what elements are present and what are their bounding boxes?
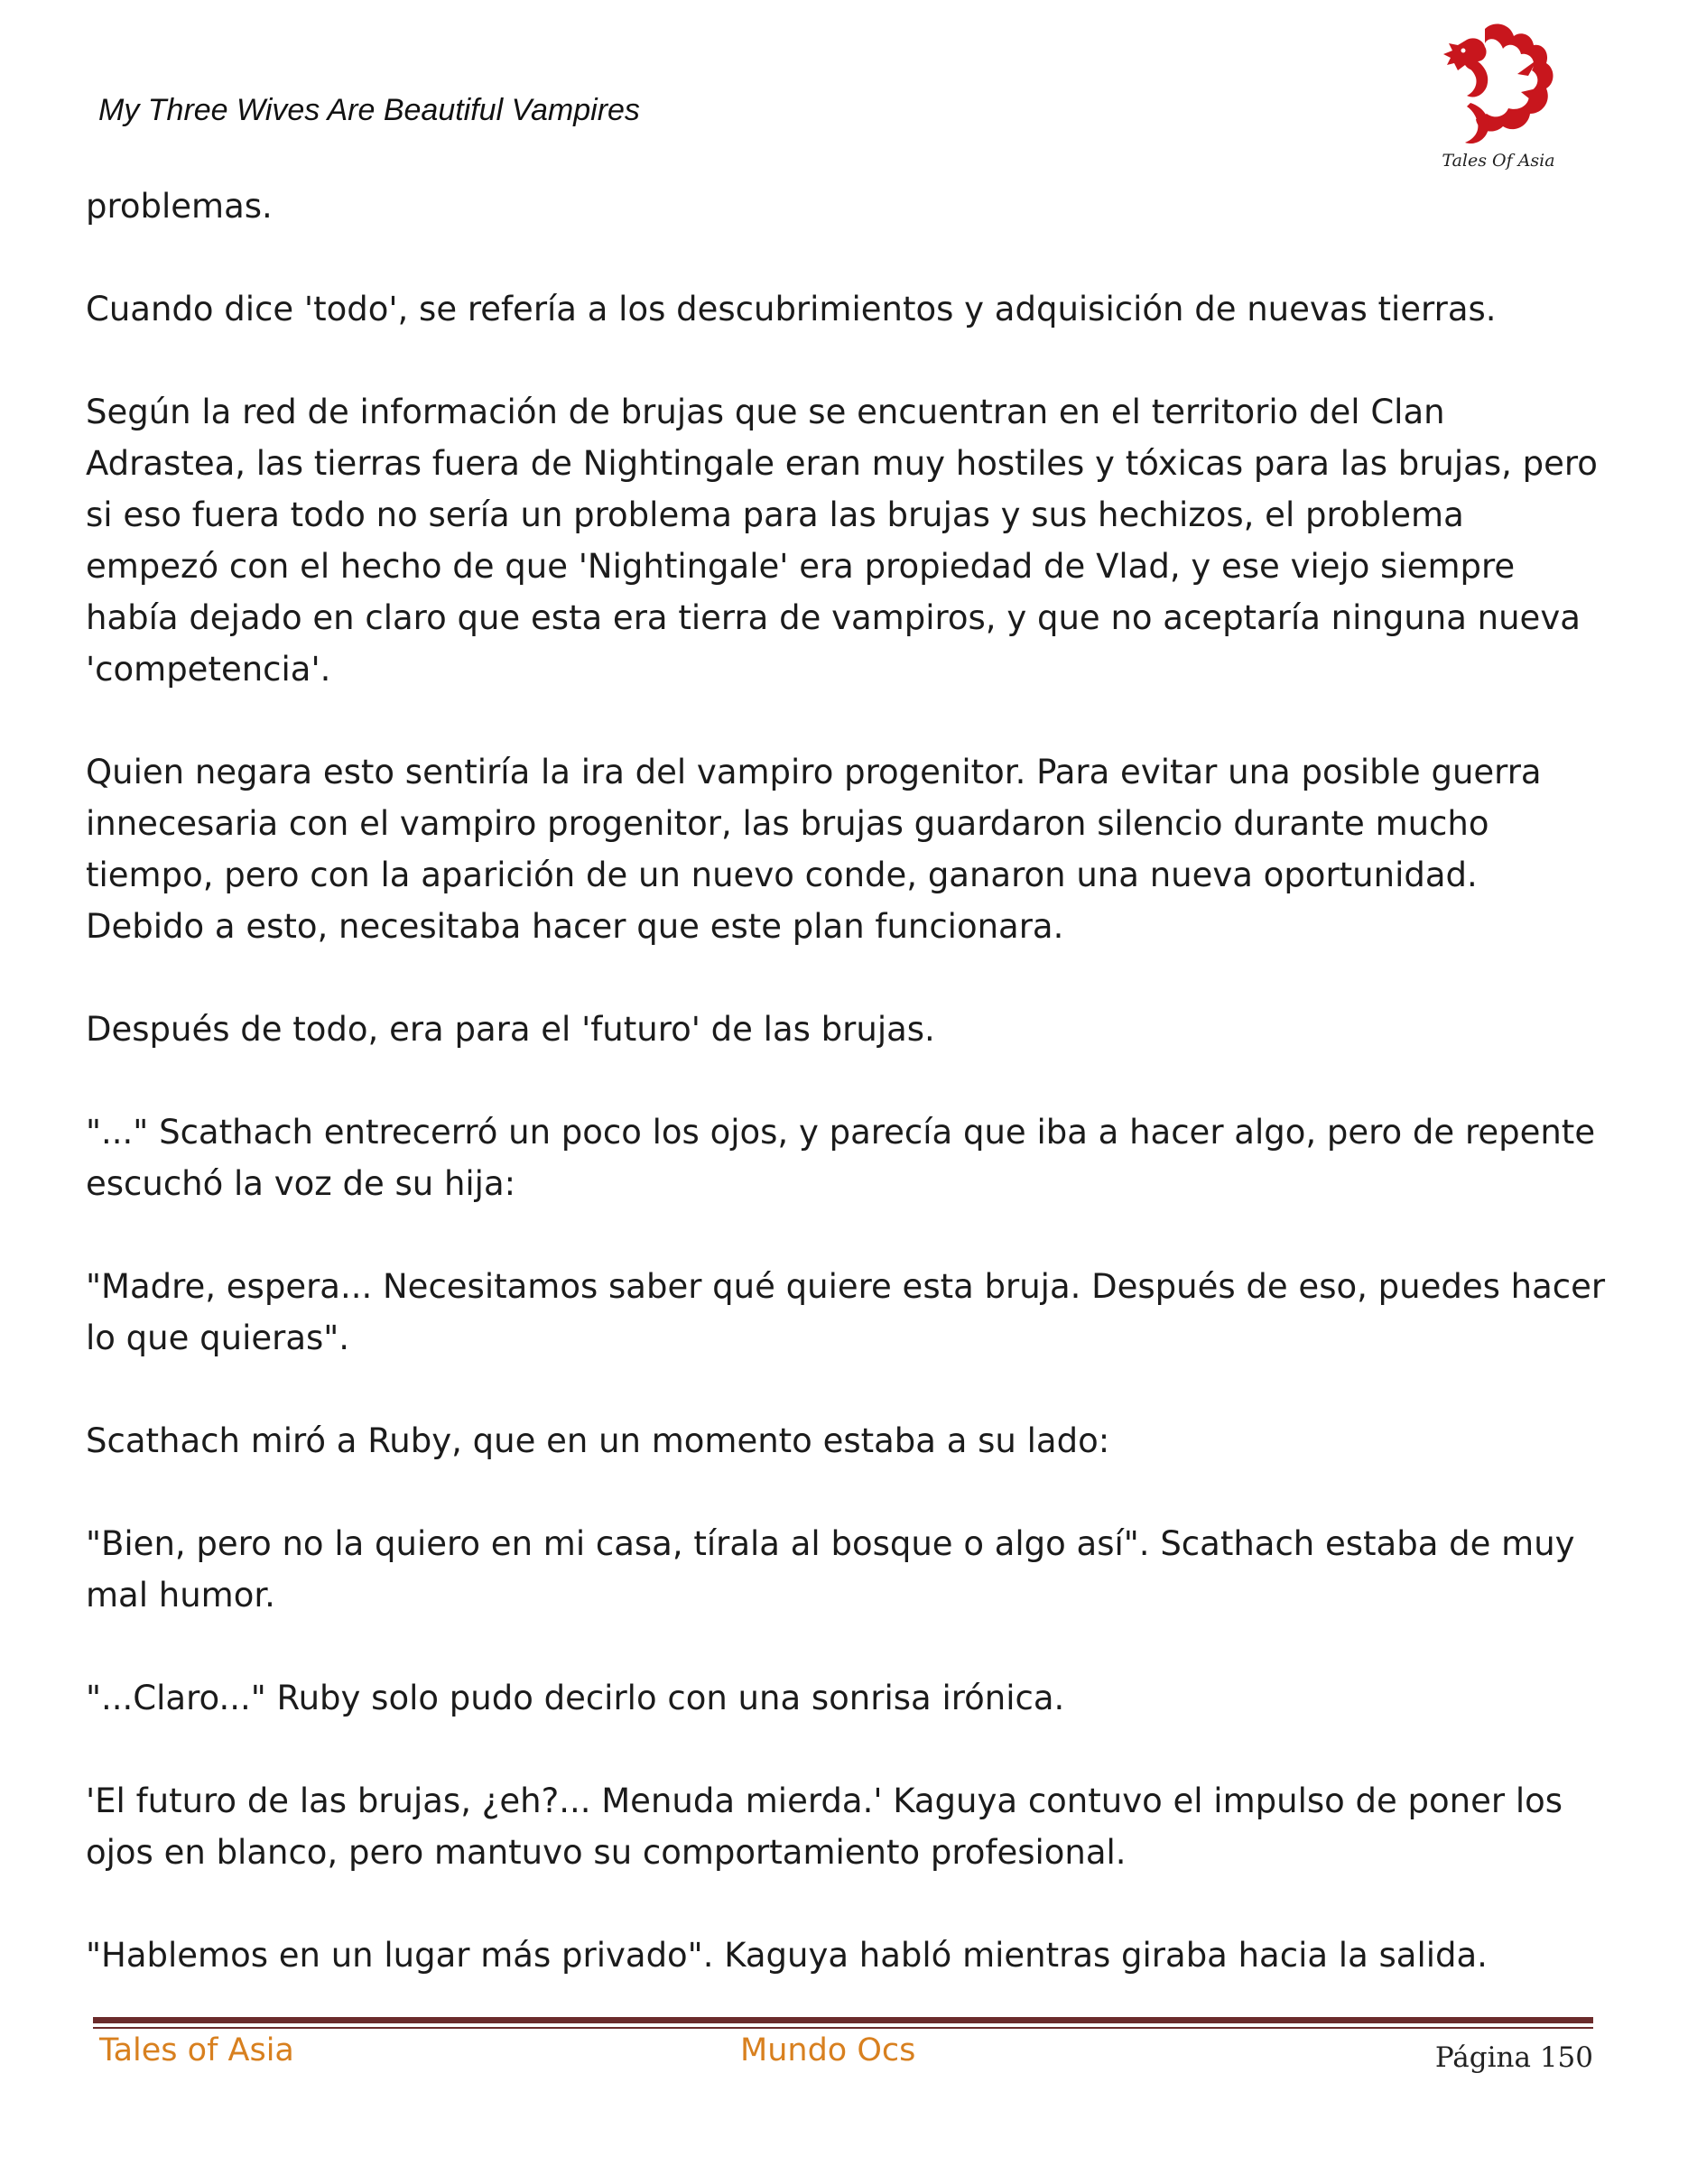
paragraph bbox=[86, 1106, 1620, 1209]
text-line: ojos en blanco, pero mantuvo su comportamiento profesional. bbox=[86, 1833, 1127, 1872]
footer-divider-thin bbox=[93, 2027, 1593, 2029]
text-line: había dejado en claro que esta era tierra de vampiros, y que no aceptaría ninguna nueva bbox=[86, 598, 1581, 637]
text-line: "Madre, espera... Necesitamos saber qué quiere esta bruja. Después de eso, puedes hacer bbox=[86, 1267, 1606, 1306]
text-line: mal humor. bbox=[86, 1576, 275, 1615]
paragraph bbox=[86, 283, 1620, 335]
text-line: Scathach miró a Ruby, que en un momento estaba a su lado: bbox=[86, 1421, 1110, 1460]
paragraph bbox=[86, 1930, 1620, 1981]
red-dragon-icon bbox=[1431, 20, 1566, 151]
text-line: "..." Scathach entrecerró un poco los ojos, y parecía que iba a hacer algo, pero de repente bbox=[86, 1113, 1596, 1152]
paragraph bbox=[86, 180, 1620, 232]
logo-text: Tales Of Asia bbox=[1442, 151, 1555, 171]
text-line: Después de todo, era para el 'futuro' de las brujas. bbox=[86, 1010, 935, 1049]
text-line: Cuando dice 'todo', se refería a los descubrimientos y adquisición de nuevas tierras. bbox=[86, 290, 1497, 329]
text-line: Quien negara esto sentiría la ira del vampiro progenitor. Para evitar una posible guerra bbox=[86, 753, 1542, 791]
text-line: escuchó la voz de su hija: bbox=[86, 1164, 516, 1203]
text-line: Debido a esto, necesitaba hacer que este plan funcionara. bbox=[86, 907, 1064, 946]
text-line: tiempo, pero con la aparición de un nuevo conde, ganaron una nueva oportunidad. bbox=[86, 856, 1478, 894]
text-line: 'El futuro de las brujas, ¿eh?... Menuda mierda.' Kaguya contuvo el impulso de poner los bbox=[86, 1781, 1563, 1820]
text-line: Según la red de información de brujas que se encuentran en el territorio del Clan bbox=[86, 393, 1445, 431]
text-line: lo que quieras". bbox=[86, 1319, 350, 1357]
text-line: problemas. bbox=[86, 187, 273, 226]
paragraph bbox=[86, 1415, 1620, 1467]
footer-section: Mundo Ocs bbox=[740, 2032, 916, 2068]
paragraph bbox=[86, 1672, 1620, 1724]
footer-divider bbox=[93, 2017, 1593, 2023]
paragraph bbox=[86, 746, 1620, 952]
paragraph bbox=[86, 1518, 1620, 1621]
paragraph bbox=[86, 1004, 1620, 1055]
text-line: "Bien, pero no la quiero en mi casa, tírala al bosque o algo así". Scathach estaba de muy bbox=[86, 1524, 1575, 1563]
paragraph bbox=[86, 386, 1620, 695]
text-line: "Hablemos en un lugar más privado". Kaguya habló mientras giraba hacia la salida. bbox=[86, 1936, 1488, 1975]
text-line: empezó con el hecho de que 'Nightingale' era propiedad de Vlad, y ese viejo siempre bbox=[86, 547, 1516, 586]
text-line: innecesaria con el vampiro progenitor, las brujas guardaron silencio durante mucho bbox=[86, 804, 1489, 843]
text-line: 'competencia'. bbox=[86, 650, 331, 689]
text-line: si eso fuera todo no sería un problema para las brujas y sus hechizos, el problema bbox=[86, 495, 1464, 534]
paragraph bbox=[86, 1261, 1620, 1364]
page-number: Página 150 bbox=[1434, 2041, 1593, 2074]
tales-of-asia-logo bbox=[1431, 20, 1566, 182]
text-line: Adrastea, las tierras fuera de Nightingale eran muy hostiles y tóxicas para las brujas, pero bbox=[86, 444, 1598, 483]
paragraph bbox=[86, 1775, 1620, 1878]
footer-publisher: Tales of Asia bbox=[99, 2032, 294, 2068]
document-title: My Three Wives Are Beautiful Vampires bbox=[98, 93, 640, 127]
text-line: "...Claro..." Ruby solo pudo decirlo con una sonrisa irónica. bbox=[86, 1679, 1065, 1717]
document-body bbox=[86, 180, 1620, 2032]
